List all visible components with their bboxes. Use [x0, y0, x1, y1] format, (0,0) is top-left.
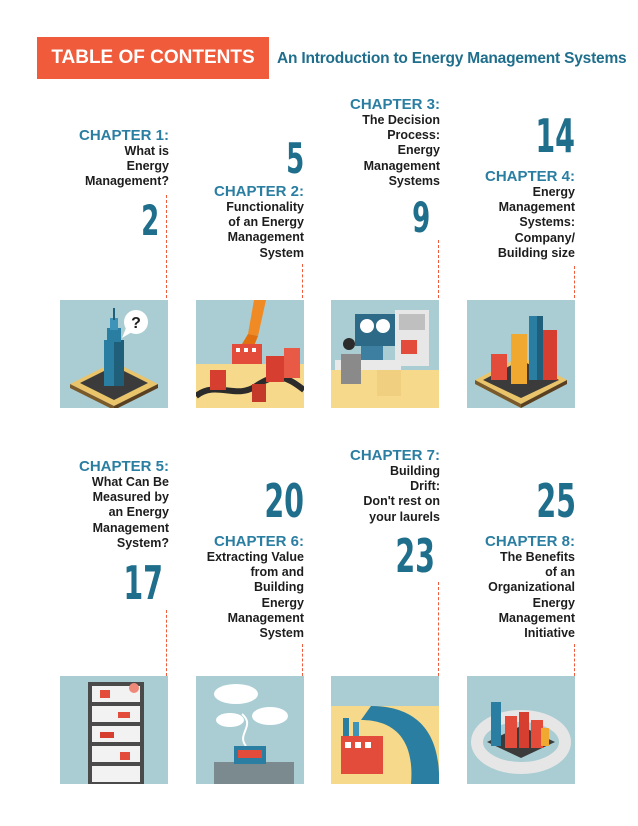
chapter-4-title-line: Systems: [519, 215, 575, 230]
chapter-5-label: CHAPTER 5: [78, 458, 169, 475]
chapter-8-title-line: Management [498, 610, 575, 625]
chapter-6-title-line: Extracting Value [206, 550, 304, 564]
chapter-5-title-line: Measured by [92, 490, 169, 505]
document-subtitle: An Introduction to Energy Management Systems [277, 50, 627, 67]
chapter-6-leader [302, 644, 303, 676]
chapter-8-title-line: Organizational [488, 580, 575, 595]
chapter-8-title-line: The Benefits [499, 550, 575, 564]
chapter-1-entry[interactable] [29, 127, 169, 190]
svg-text:?: ? [131, 315, 141, 332]
clouds-factory-icon [196, 676, 304, 784]
chapter-2-leader [302, 264, 303, 298]
chapter-5-title-line: an Energy [108, 505, 169, 520]
chapter-2-title-line: System [259, 245, 304, 260]
chapter-8-title-line: Energy [532, 595, 575, 610]
chapter-7-page-number: 23 [395, 529, 435, 583]
skyscraper-question-icon [60, 300, 168, 408]
chapter-5-title-line: What Can Be [91, 475, 169, 489]
chapter-8-title-line: Initiative [524, 626, 575, 641]
chapter-7-title-line: Building [390, 464, 440, 478]
chapter-7-label: CHAPTER 7: [349, 447, 440, 464]
chapter-2-title-line: of an Energy [228, 215, 304, 230]
chapter-2-entry[interactable] [164, 183, 304, 261]
chapter-8-page-number: 25 [536, 474, 576, 528]
chapter-1-page-number: 2 [140, 196, 159, 245]
chapter-3-title-line: Process: [387, 128, 440, 143]
chapter-3-label: CHAPTER 3: [349, 96, 440, 113]
chapter-4-title-line: Building size [497, 245, 575, 260]
chapter-3-title-line: Systems [388, 173, 440, 188]
chapter-4-title-line: Management [498, 200, 575, 215]
chapter-8-entry[interactable] [425, 533, 575, 641]
chapter-2-title-line: Management [227, 230, 304, 245]
chapter-7-title-line: your laurels [369, 509, 440, 524]
chapter-3-title-line: Energy [397, 143, 440, 158]
chapter-6-page-number: 20 [264, 474, 304, 528]
chapter-6-title-line: Management [227, 610, 304, 625]
chapter-1-label: CHAPTER 1: [78, 127, 169, 144]
chapter-4-leader [574, 266, 575, 298]
crane-city-icon [196, 300, 304, 408]
chapter-3-page-number: 9 [411, 193, 430, 242]
chapter-2-label: CHAPTER 2: [213, 183, 304, 200]
chapter-8-leader [574, 644, 575, 676]
chapter-7-title-line: Don't rest on [363, 494, 440, 509]
chapter-3-title-line: The Decision [362, 113, 440, 127]
table-of-contents-badge: TABLE OF CONTENTS [37, 37, 269, 79]
chapter-6-title-line: Energy [261, 595, 304, 610]
chapter-4-label: CHAPTER 4: [484, 168, 575, 185]
chapter-6-entry[interactable] [154, 533, 304, 641]
river-drift-icon [331, 676, 439, 784]
chapter-5-title-line: Management [92, 520, 169, 535]
chapter-2-page-number: 5 [285, 134, 304, 183]
chapter-6-title-line: System [259, 626, 304, 641]
chapter-1-title-line: Management? [84, 174, 169, 189]
chapter-3-title-line: Management [363, 158, 440, 173]
building-cutaway-icon [60, 676, 168, 784]
chapter-4-page-number: 14 [535, 109, 575, 163]
chapter-5-entry[interactable] [19, 458, 169, 551]
chapter-5-title-line: System? [116, 535, 169, 550]
chapter-4-entry[interactable] [425, 168, 575, 261]
chapter-7-entry[interactable] [300, 447, 440, 525]
buildings-block-icon [467, 300, 575, 408]
chapter-6-title-line: from and [250, 565, 304, 580]
city-cycle-icon [467, 676, 575, 784]
chapter-4-title-line: Company/ [514, 230, 575, 245]
chapter-4-title-line: Energy [532, 185, 575, 199]
chapter-7-title-line: Drift: [410, 479, 440, 494]
chapter-1-title-line: What is [124, 144, 169, 158]
chapter-5-page-number: 17 [123, 556, 163, 610]
control-room-icon [331, 300, 439, 408]
chapter-6-title-line: Building [254, 580, 304, 595]
chapter-3-entry[interactable] [300, 96, 440, 189]
chapter-1-title-line: Energy [126, 159, 169, 174]
chapter-6-label: CHAPTER 6: [213, 533, 304, 550]
chapter-8-label: CHAPTER 8: [484, 533, 575, 550]
chapter-8-title-line: of an [545, 565, 575, 580]
chapter-2-title-line: Functionality [226, 200, 304, 214]
